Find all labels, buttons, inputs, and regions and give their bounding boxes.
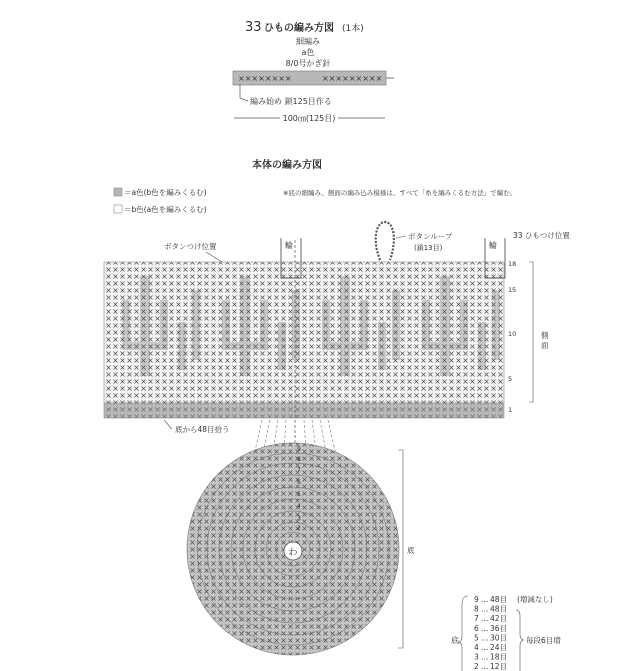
bottom-label: 底 [407, 546, 415, 555]
rounds-table [451, 594, 561, 671]
round-number: 7 [297, 467, 301, 474]
round-index: 7 [474, 614, 479, 624]
cord-count: (1本) [342, 24, 364, 34]
rounds-row [474, 662, 507, 671]
round-number: 8 [297, 456, 301, 463]
button-loop-icon [376, 222, 394, 260]
svg-text:…: … [481, 614, 489, 624]
pick-up-leader [164, 420, 172, 429]
body-title: 本体の編み方図 [252, 160, 322, 171]
round-stitches: 18目 [490, 652, 508, 662]
rounds-row [474, 614, 507, 623]
cord-length: 100㎝(125目) [282, 114, 336, 123]
svg-text:…: … [481, 604, 489, 614]
cord-section [233, 20, 394, 123]
round-number: 5 [297, 491, 301, 498]
cord-title: ひもの編み方図 [264, 23, 334, 34]
svg-text:…: … [481, 623, 489, 633]
side-panel-stitches [104, 262, 504, 402]
base-circle [187, 443, 415, 655]
svg-text:…: … [481, 643, 489, 652]
base-rows-stitches [104, 402, 504, 418]
round-stitches: 48目 [490, 595, 508, 604]
body-header [114, 158, 516, 214]
row-number: 18 [508, 260, 517, 268]
legend-a-swatch [114, 188, 122, 196]
cord-start-leader [240, 84, 248, 101]
ring-mark-right: 輪 [489, 241, 497, 250]
round-number: 6 [297, 479, 301, 486]
round-index: 4 [474, 643, 479, 652]
rounds-row [474, 653, 507, 662]
round-stitches: 42目 [490, 614, 508, 624]
button-loop-label: ボタンループ [408, 232, 453, 241]
legend-a-text: ＝a色(b色を編みくるむ) [124, 188, 207, 197]
pick-up-label: 底から48目拾う [175, 425, 230, 434]
svg-text:…: … [481, 595, 489, 604]
round-index: 2 [474, 662, 479, 671]
round-number: 3 [297, 515, 301, 522]
round-index: 9 [474, 595, 479, 604]
cord-position-label: 33 ひもつけ位置 [513, 231, 570, 240]
round-stitches: 24目 [490, 643, 508, 652]
cord-color: a色 [301, 48, 315, 57]
row-number: 1 [508, 406, 513, 414]
svg-text:…: … [481, 662, 489, 671]
base-center-label: わ [288, 548, 298, 558]
round-index: 3 [474, 652, 479, 662]
round-number: 2 [297, 525, 301, 532]
side-label: 側 面 [541, 331, 549, 350]
round-number: 4 [297, 503, 301, 510]
rounds-left-brace [458, 596, 468, 671]
cord-hook: 8/0号かぎ針 [285, 59, 331, 68]
round-index: 8 [474, 604, 479, 614]
round-stitches: 48目 [490, 604, 508, 614]
svg-text:…: … [481, 652, 489, 662]
round-index: 6 [474, 623, 479, 633]
row-number: 10 [508, 330, 517, 338]
cord-stitch: 細編み [296, 37, 320, 46]
legend-b-swatch [114, 205, 122, 213]
round-stitches: 36目 [490, 623, 508, 633]
round-stitches: 12目 [490, 662, 508, 671]
button-position-leader [206, 252, 222, 262]
round-note: (増減なし) [517, 595, 553, 604]
svg-text:…: … [481, 633, 489, 643]
row-number: 5 [508, 375, 513, 383]
round-stitches: 30目 [490, 633, 508, 643]
row-number: 15 [508, 286, 517, 294]
button-loop-count: (鎖13目) [414, 244, 443, 252]
cord-chain-note: 編み始め 鎖125目作る [250, 97, 332, 106]
rounds-base-label: 底 [451, 636, 459, 645]
cord-stitch-marks-left: ×××××××× [238, 74, 292, 83]
row-numbers [508, 260, 516, 414]
ring-mark-left: 輪 [285, 241, 293, 250]
rounds-row [474, 643, 507, 652]
side-height-bracket [529, 262, 533, 402]
legend-b-text: ＝b色(a色を編みくるむ) [124, 205, 207, 214]
rounds-row [474, 624, 507, 633]
button-position-label: ボタンつけ位置 [164, 242, 217, 251]
button-loop-leader [396, 236, 406, 238]
body-note: ※底の細編み、側面の編み込み模様は、すべて「糸を編みくるむ方法」で編む。 [283, 189, 517, 197]
rounds-right-brace [516, 610, 524, 671]
cord-number: 33 [245, 20, 262, 35]
rounds-increase-note: 毎段6目増 [526, 636, 561, 645]
rounds-row [474, 605, 507, 614]
round-index: 5 [474, 633, 479, 643]
rounds-row [474, 633, 507, 642]
cord-stitch-marks-right: ××××××××× [322, 74, 383, 83]
rounds-row [474, 594, 553, 604]
round-number: 9 [297, 446, 301, 453]
